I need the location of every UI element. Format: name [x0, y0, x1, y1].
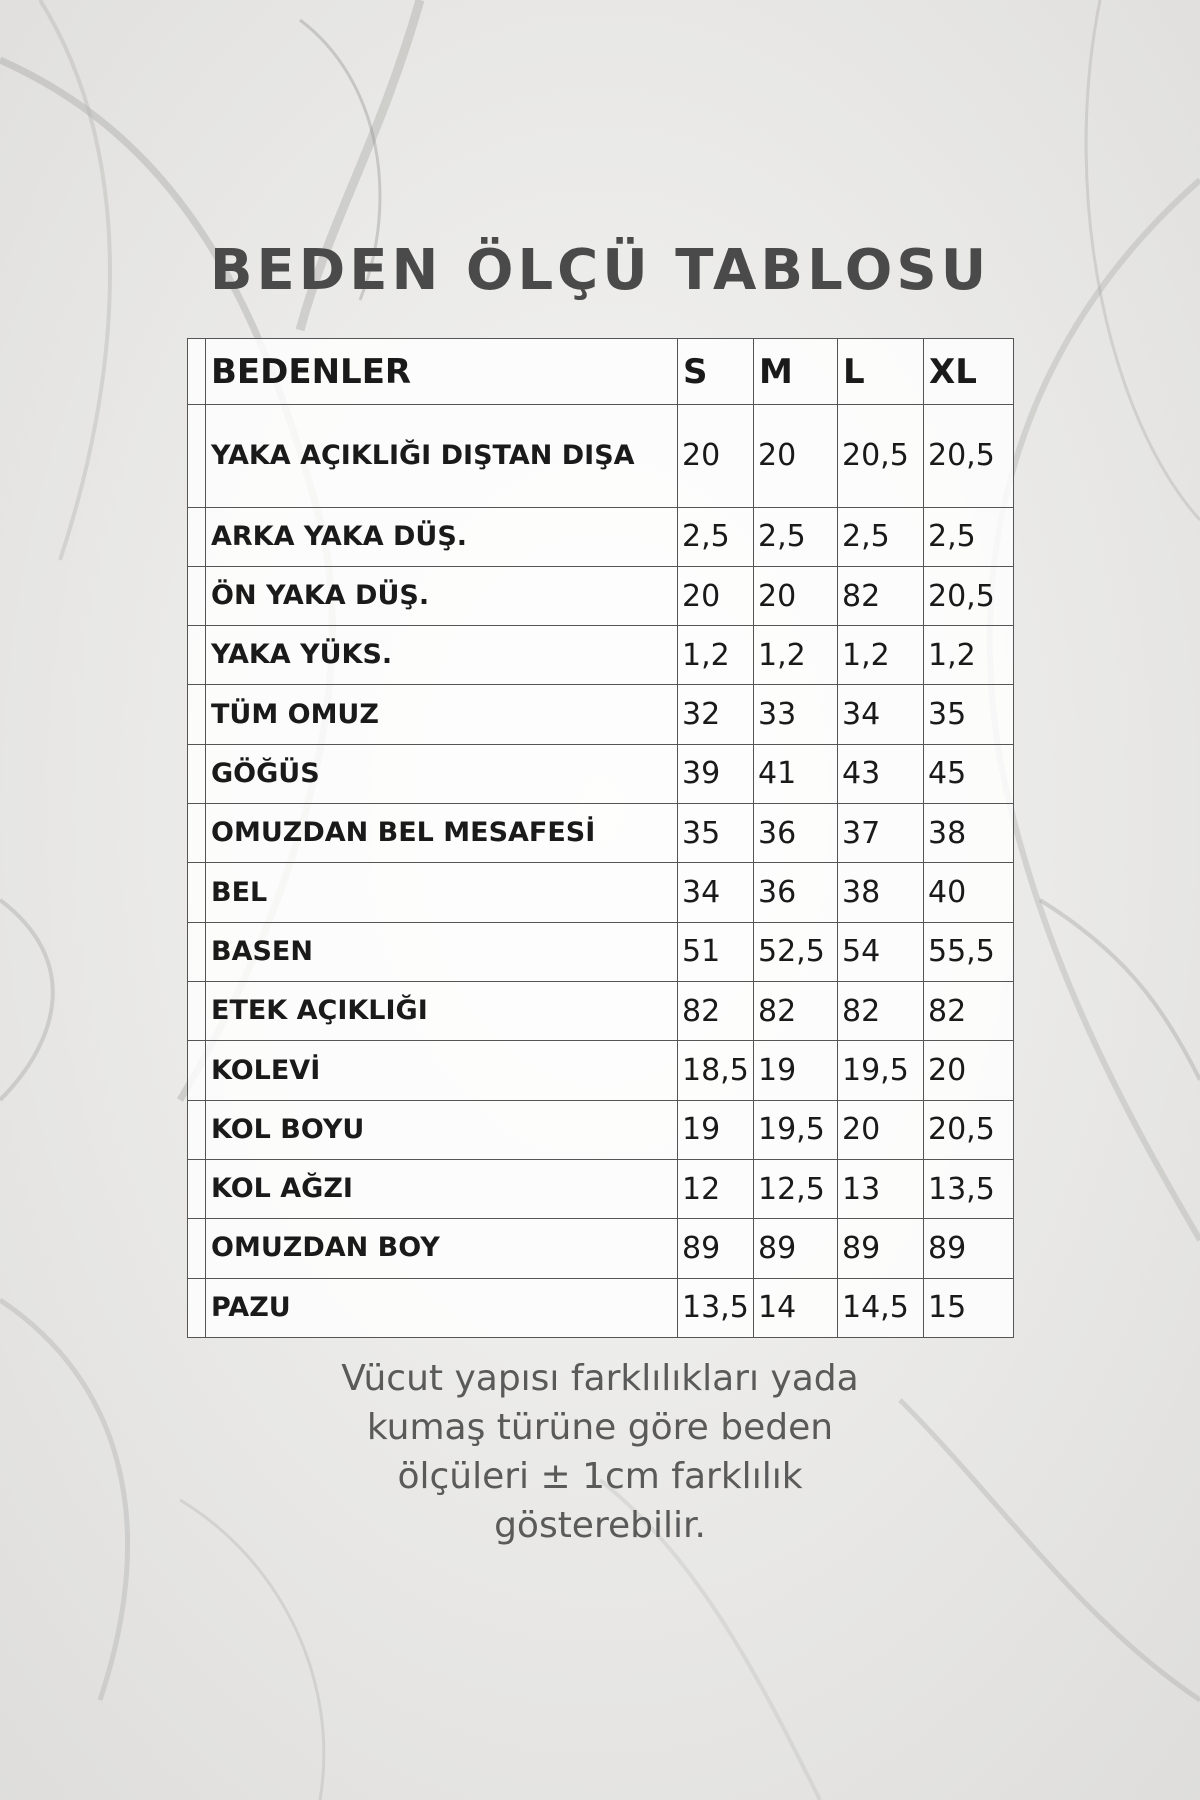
- measurement-label: BEL: [206, 863, 678, 922]
- row-gutter: [188, 1100, 206, 1159]
- row-gutter: [188, 922, 206, 981]
- measurement-label: KOL BOYU: [206, 1100, 678, 1159]
- measurement-value: 13,5: [678, 1278, 754, 1337]
- row-gutter: [188, 744, 206, 803]
- measurement-value: 2,5: [924, 507, 1014, 566]
- measurement-value: 34: [838, 685, 924, 744]
- measurement-value: 14,5: [838, 1278, 924, 1337]
- row-gutter: [188, 1278, 206, 1337]
- measurement-label: ÖN YAKA DÜŞ.: [206, 566, 678, 625]
- measurement-value: 20,5: [924, 405, 1014, 508]
- measurement-value: 82: [678, 982, 754, 1041]
- table-header-row: [188, 339, 1014, 405]
- column-header-s: S: [678, 339, 754, 405]
- note-line: ölçüleri ± 1cm farklılık: [397, 1456, 803, 1497]
- row-gutter: [188, 863, 206, 922]
- measurement-value: 12,5: [754, 1159, 838, 1218]
- measurement-value: 20,5: [838, 405, 924, 508]
- table-row: [188, 744, 1014, 803]
- table-row: [188, 1041, 1014, 1100]
- measurement-value: 2,5: [678, 507, 754, 566]
- table-row: [188, 863, 1014, 922]
- measurement-value: 20,5: [924, 1100, 1014, 1159]
- measurement-value: 1,2: [754, 626, 838, 685]
- row-gutter: [188, 1219, 206, 1278]
- column-header-m: M: [754, 339, 838, 405]
- measurement-value: 38: [838, 863, 924, 922]
- measurement-label: YAKA YÜKS.: [206, 626, 678, 685]
- table-row: [188, 922, 1014, 981]
- measurement-label: BASEN: [206, 922, 678, 981]
- row-gutter: [188, 1159, 206, 1218]
- note-line: kumaş türüne göre beden: [366, 1407, 834, 1448]
- measurement-value: 34: [678, 863, 754, 922]
- measurement-value: 89: [838, 1219, 924, 1278]
- row-gutter: [188, 507, 206, 566]
- column-header-xl: XL: [924, 339, 1014, 405]
- measurement-value: 20: [924, 1041, 1014, 1100]
- measurement-value: 54: [838, 922, 924, 981]
- table-row: [188, 626, 1014, 685]
- measurement-value: 13: [838, 1159, 924, 1218]
- measurement-value: 82: [754, 982, 838, 1041]
- measurement-value: 89: [924, 1219, 1014, 1278]
- row-gutter: [188, 566, 206, 625]
- row-gutter: [188, 804, 206, 863]
- note-line: gösterebilir.: [494, 1505, 706, 1546]
- measurement-label: OMUZDAN BEL MESAFESİ: [206, 804, 678, 863]
- measurement-value: 51: [678, 922, 754, 981]
- note-line: Vücut yapısı farklılıkları yada: [341, 1358, 859, 1399]
- table-row: [188, 1278, 1014, 1337]
- table-row: [188, 1100, 1014, 1159]
- measurement-label: KOLEVİ: [206, 1041, 678, 1100]
- measurement-value: 82: [838, 982, 924, 1041]
- measurement-label: GÖĞÜS: [206, 744, 678, 803]
- measurement-value: 35: [678, 804, 754, 863]
- table-row: [188, 982, 1014, 1041]
- table-row: [188, 507, 1014, 566]
- measurement-note: [0, 1354, 1200, 1550]
- measurement-value: 82: [924, 982, 1014, 1041]
- row-gutter: [188, 685, 206, 744]
- measurement-value: 40: [924, 863, 1014, 922]
- measurement-value: 89: [678, 1219, 754, 1278]
- measurement-value: 14: [754, 1278, 838, 1337]
- measurement-value: 35: [924, 685, 1014, 744]
- measurement-value: 2,5: [838, 507, 924, 566]
- measurement-label: ETEK AÇIKLIĞI: [206, 982, 678, 1041]
- measurement-value: 82: [838, 566, 924, 625]
- measurement-value: 20: [678, 566, 754, 625]
- measurement-value: 2,5: [754, 507, 838, 566]
- measurement-value: 20: [754, 566, 838, 625]
- measurement-value: 55,5: [924, 922, 1014, 981]
- table-row: [188, 1159, 1014, 1218]
- measurement-label: OMUZDAN BOY: [206, 1219, 678, 1278]
- table-row: [188, 566, 1014, 625]
- measurement-value: 19: [678, 1100, 754, 1159]
- measurement-value: 18,5: [678, 1041, 754, 1100]
- measurement-value: 20: [838, 1100, 924, 1159]
- measurement-value: 32: [678, 685, 754, 744]
- measurement-value: 20: [754, 405, 838, 508]
- measurement-value: 1,2: [924, 626, 1014, 685]
- size-chart-table: [187, 338, 1014, 1338]
- measurement-label: YAKA AÇIKLIĞI DIŞTAN DIŞA: [206, 405, 678, 508]
- measurement-label: TÜM OMUZ: [206, 685, 678, 744]
- measurement-value: 38: [924, 804, 1014, 863]
- measurement-value: 20: [678, 405, 754, 508]
- measurement-value: 41: [754, 744, 838, 803]
- measurement-value: 45: [924, 744, 1014, 803]
- measurement-label: PAZU: [206, 1278, 678, 1337]
- table-row: [188, 405, 1014, 508]
- measurement-value: 39: [678, 744, 754, 803]
- table-body: [188, 405, 1014, 1338]
- measurement-value: 19,5: [754, 1100, 838, 1159]
- measurement-value: 37: [838, 804, 924, 863]
- measurement-value: 19: [754, 1041, 838, 1100]
- page-title: BEDEN ÖLÇÜ TABLOSU: [209, 238, 991, 303]
- measurement-value: 1,2: [678, 626, 754, 685]
- row-gutter: [188, 339, 206, 405]
- measurement-label: ARKA YAKA DÜŞ.: [206, 507, 678, 566]
- measurement-value: 1,2: [838, 626, 924, 685]
- measurement-value: 43: [838, 744, 924, 803]
- table-row: [188, 685, 1014, 744]
- row-gutter: [188, 1041, 206, 1100]
- measurement-value: 52,5: [754, 922, 838, 981]
- table-row: [188, 1219, 1014, 1278]
- measurement-value: 36: [754, 863, 838, 922]
- row-gutter: [188, 405, 206, 508]
- measurement-value: 12: [678, 1159, 754, 1218]
- column-header-l: L: [838, 339, 924, 405]
- column-header-bedenler: BEDENLER: [206, 339, 678, 405]
- measurement-value: 19,5: [838, 1041, 924, 1100]
- row-gutter: [188, 982, 206, 1041]
- measurement-value: 33: [754, 685, 838, 744]
- measurement-value: 13,5: [924, 1159, 1014, 1218]
- row-gutter: [188, 626, 206, 685]
- measurement-value: 20,5: [924, 566, 1014, 625]
- measurement-label: KOL AĞZI: [206, 1159, 678, 1218]
- measurement-value: 36: [754, 804, 838, 863]
- measurement-value: 89: [754, 1219, 838, 1278]
- measurement-value: 15: [924, 1278, 1014, 1337]
- table-row: [188, 804, 1014, 863]
